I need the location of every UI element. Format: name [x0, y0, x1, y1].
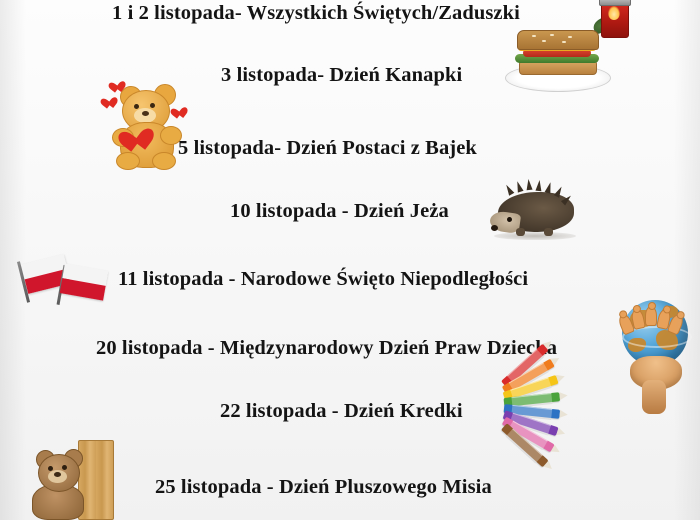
heart-icon: [128, 128, 157, 155]
holiday-line-5: 11 listopada - Narodowe Święto Niepodległości: [118, 268, 529, 290]
teddy-bear-icon: [26, 440, 126, 520]
globe-with-paper-people-icon: [612, 300, 700, 410]
mini-heart-icon: [113, 81, 126, 94]
mini-heart-icon: [175, 107, 188, 120]
holiday-line-3: 5 listopada- Dzień Postaci z Bajek: [178, 137, 477, 159]
hedgehog-icon: [490, 182, 590, 244]
sandwich-icon: [505, 30, 615, 102]
mini-heart-icon: [105, 97, 118, 110]
holiday-line-4: 10 listopada - Dzień Jeża: [230, 200, 449, 222]
teddy-bear-with-heart-icon: [110, 82, 202, 174]
holiday-line-7: 22 listopada - Dzień Kredki: [220, 400, 463, 422]
holiday-line-2: 3 listopada- Dzień Kanapki: [221, 64, 463, 86]
polish-flags-icon: [14, 255, 114, 309]
holiday-line-8: 25 listopada - Dzień Pluszowego Misia: [155, 476, 492, 498]
crayons-icon: [500, 372, 620, 444]
holiday-line-6: 20 listopada - Międzynarodowy Dzień Praw Dziecka: [96, 337, 558, 359]
holiday-line-1: 1 i 2 listopada- Wszystkich Świętych/Zaduszki: [112, 2, 520, 24]
